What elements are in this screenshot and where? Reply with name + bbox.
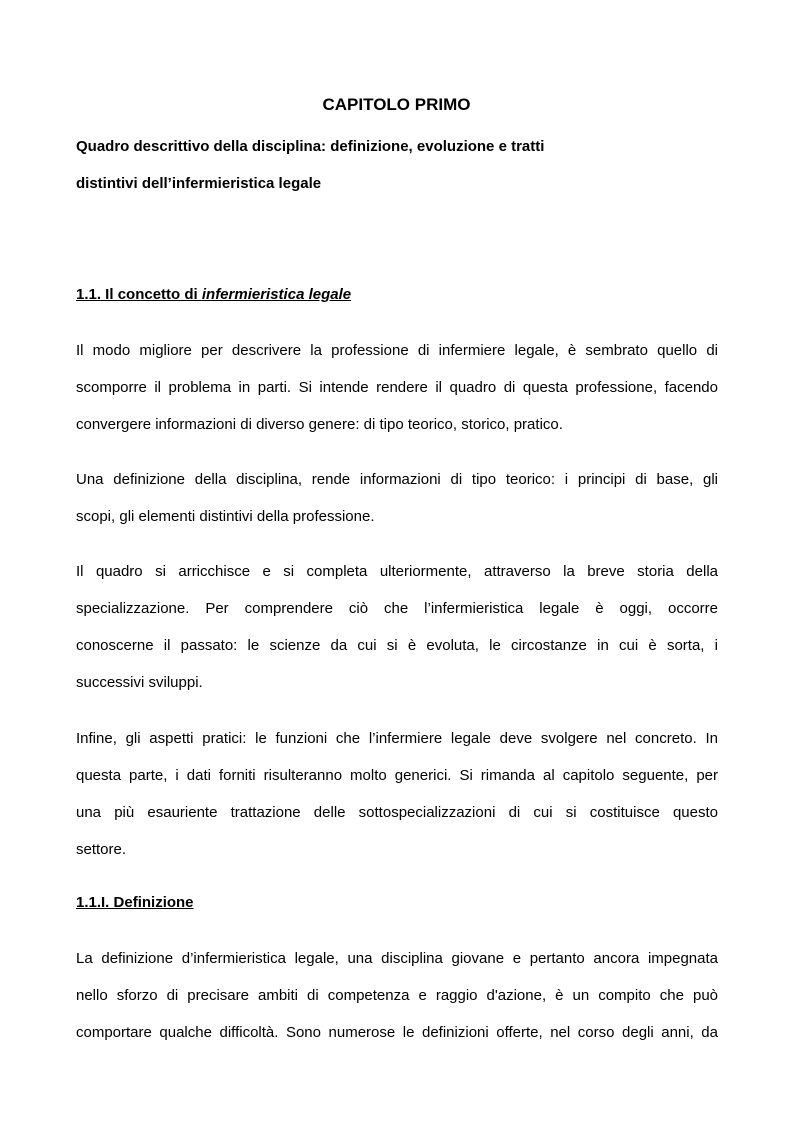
paragraph-line: successivi sviluppi. xyxy=(76,674,203,691)
paragraph-line: scopi, gli elementi distintivi della professione. xyxy=(76,508,375,525)
paragraph-4 xyxy=(76,729,718,877)
paragraph-line: conoscerne il passato: le scienze da cui si è evoluta, le circostanze in cui è sorta, i xyxy=(76,637,718,654)
paragraph-line: scomporre il problema in parti. Si intende rendere il quadro di questa professione, facendo xyxy=(76,379,718,396)
paragraph-line: nello sforzo di precisare ambiti di competenza e raggio d'azione, è un compito che può xyxy=(76,987,718,1004)
paragraph-line: Infine, gli aspetti pratici: le funzioni che l’infermiere legale deve svolgere nel concreto. In xyxy=(76,730,718,747)
paragraph-line: La definizione d’infermieristica legale, una disciplina giovane e pertanto ancora impegnata xyxy=(76,950,718,967)
chapter-title: CAPITOLO PRIMO xyxy=(322,95,471,114)
chapter-subtitle-line-1: Quadro descrittivo della disciplina: definizione, evoluzione e tratti xyxy=(76,138,545,155)
paragraph-2 xyxy=(76,470,718,544)
paragraph-line: questa parte, i dati forniti risulteranno molto generici. Si rimanda al capitolo seguente, per xyxy=(76,767,718,784)
paragraph-line: Il modo migliore per descrivere la professione di infermiere legale, è sembrato quello di xyxy=(76,342,718,359)
section-heading xyxy=(76,285,351,305)
paragraph-line: Il quadro si arricchisce e si completa ulteriormente, attraverso la breve storia della xyxy=(76,563,718,580)
section-heading-prefix: 1.1. Il concetto di xyxy=(76,286,202,303)
paragraph-line: Una definizione della disciplina, rende informazioni di tipo teorico: i principi di base, gli xyxy=(76,471,718,488)
paragraph-line: convergere informazioni di diverso genere: di tipo teorico, storico, pratico. xyxy=(76,416,563,433)
paragraph-3 xyxy=(76,562,718,710)
section-heading-emphasis: infermieristica legale xyxy=(201,286,352,303)
chapter-subtitle-line-2: distintivi dell’infermieristica legale xyxy=(76,175,322,192)
paragraph-line: comportare qualche difficoltà. Sono numerose le definizioni offerte, nel corso degli anni, da xyxy=(76,1024,718,1041)
paragraph-1 xyxy=(76,341,718,452)
subsection-heading: 1.1.I. Definizione xyxy=(76,894,194,911)
paragraph-line: settore. xyxy=(76,841,127,858)
paragraph-line: una più esauriente trattazione delle sottospecializzazioni di cui si costituisce questo xyxy=(76,804,718,821)
subsection-paragraph xyxy=(76,949,718,1060)
paragraph-line: specializzazione. Per comprendere ciò che l’infermieristica legale è oggi, occorre xyxy=(76,600,718,617)
